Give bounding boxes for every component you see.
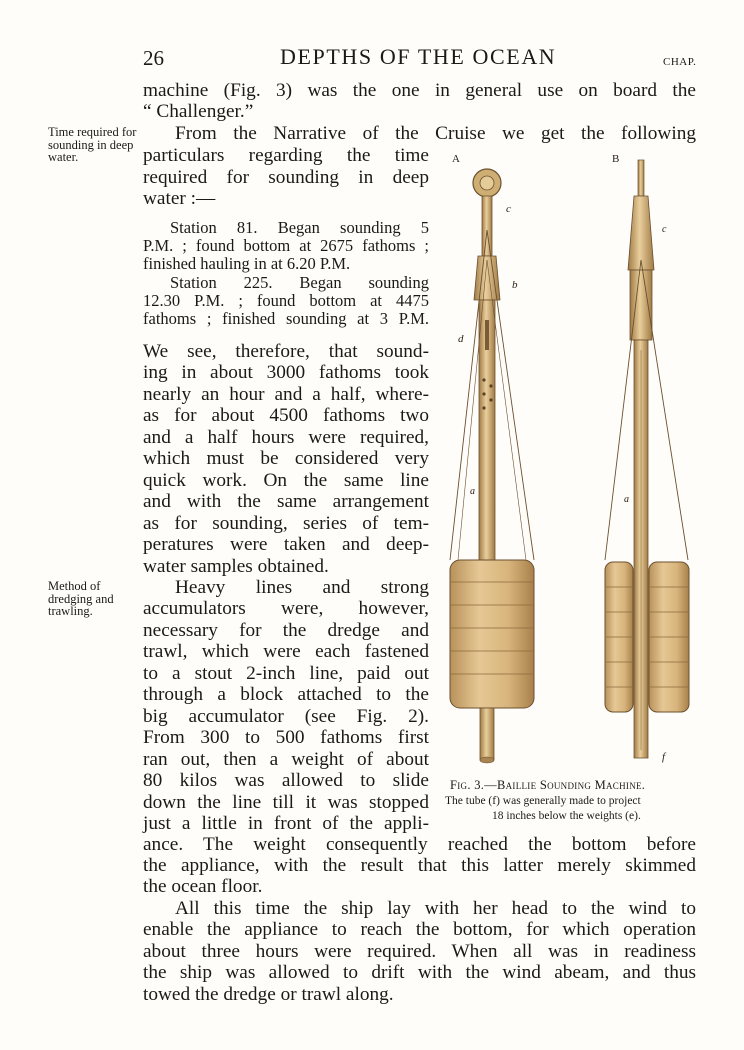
text-line: enable the appliance to reach the bottom, for which operation: [143, 919, 696, 940]
instrument-b: [605, 160, 689, 758]
text-line: We see, therefore, that sound-: [143, 341, 429, 362]
text-line: down the line till it was stopped: [143, 792, 429, 813]
margin-note-sounding-time: Time required for sounding in deep water.: [48, 125, 137, 164]
text-line: big accumulator (see Fig. 2).: [143, 706, 429, 727]
running-head-chap: CHAP.: [663, 56, 697, 68]
text-line: From 300 to 500 fathoms first: [143, 727, 429, 748]
text-line: nearly an hour and a half, where-: [143, 384, 429, 405]
text-line: quick work. On the same line: [143, 470, 429, 491]
text-line: as for about 4500 fathoms two: [143, 405, 429, 426]
running-head-title: DEPTHS OF THE OCEAN: [280, 44, 557, 69]
text-line: accumulators were, however,: [143, 598, 429, 619]
text-line: “ Challenger.”: [143, 101, 254, 122]
text-line: the appliance, with the result that this latter merely skimmed: [143, 855, 696, 876]
text-line: All this time the ship lay with her head to the wind to: [175, 898, 696, 919]
text-line: just a little in front of the appli-: [143, 813, 429, 834]
station-line: P.M. ; found bottom at 2675 fathoms ;: [143, 236, 429, 255]
text-line: about three hours were required. When all was in readiness: [143, 941, 696, 962]
text-line: water samples obtained.: [143, 556, 329, 577]
text-line: necessary for the dredge and: [143, 620, 429, 641]
text-line: particulars regarding the time: [143, 145, 429, 166]
page-number: 26: [143, 46, 164, 70]
text-line: towed the dredge or trawl along.: [143, 984, 394, 1005]
part-label-a-left: a: [470, 486, 475, 497]
text-line: to a stout 2-inch line, paid out: [143, 663, 429, 684]
part-label-a-right: a: [624, 494, 629, 505]
figure-caption-title: Fig. 3.—Baillie Sounding Machine.: [450, 778, 646, 792]
text-line: ing in about 3000 fathoms took: [143, 362, 429, 383]
part-label-c-left: c: [506, 203, 511, 215]
text-line: Heavy lines and strong: [175, 577, 429, 598]
margin-note-dredging: Method of dredging and trawling.: [48, 579, 114, 618]
station-line: 12.30 P.M. ; found bottom at 4475: [143, 291, 429, 310]
station-line: Station 81. Began sounding 5: [170, 218, 429, 237]
text-line: as for sounding, series of tem-: [143, 513, 429, 534]
text-line: the ship was allowed to drift with the wind abeam, and thus: [143, 962, 696, 983]
text-line: and a half hours were required,: [143, 427, 429, 448]
text-line: water :—: [143, 188, 216, 209]
text-line: 80 kilos was allowed to slide: [143, 770, 429, 791]
text-line: ran out, then a weight of about: [143, 749, 429, 770]
text-line: which must be considered very: [143, 448, 429, 469]
text-line: through a block attached to the: [143, 684, 429, 705]
figure-label-b: B: [612, 153, 620, 165]
text-line: ance. The weight consequently reached the bottom before: [143, 834, 696, 855]
text-line: peratures were taken and deep-: [143, 534, 429, 555]
station-line: finished hauling in at 6.20 P.M.: [143, 254, 351, 273]
text-line: and with the same arrangement: [143, 491, 429, 512]
text-line: the ocean floor.: [143, 876, 263, 897]
part-label-f: f: [662, 751, 666, 763]
figure-label-a: A: [452, 153, 460, 165]
station-line: fathoms ; finished sounding at 3 P.M.: [143, 309, 429, 328]
text-line: trawl, which were each fastened: [143, 641, 429, 662]
part-label-b: b: [512, 279, 518, 291]
part-label-d: d: [458, 333, 464, 345]
instrument-a: [450, 169, 534, 763]
text-line: From the Narrative of the Cruise we get the following: [175, 123, 696, 144]
baillie-sounding-machine-figure: [440, 150, 710, 770]
figure-caption-line1: The tube (f) was generally made to project: [445, 795, 641, 807]
text-line: required for sounding in deep: [143, 167, 429, 188]
station-line: Station 225. Began sounding: [170, 273, 429, 292]
text-line: machine (Fig. 3) was the one in general use on board the: [143, 80, 696, 101]
part-label-c-right: c: [662, 224, 667, 235]
figure-caption-line2: 18 inches below the weights (e).: [492, 810, 641, 822]
